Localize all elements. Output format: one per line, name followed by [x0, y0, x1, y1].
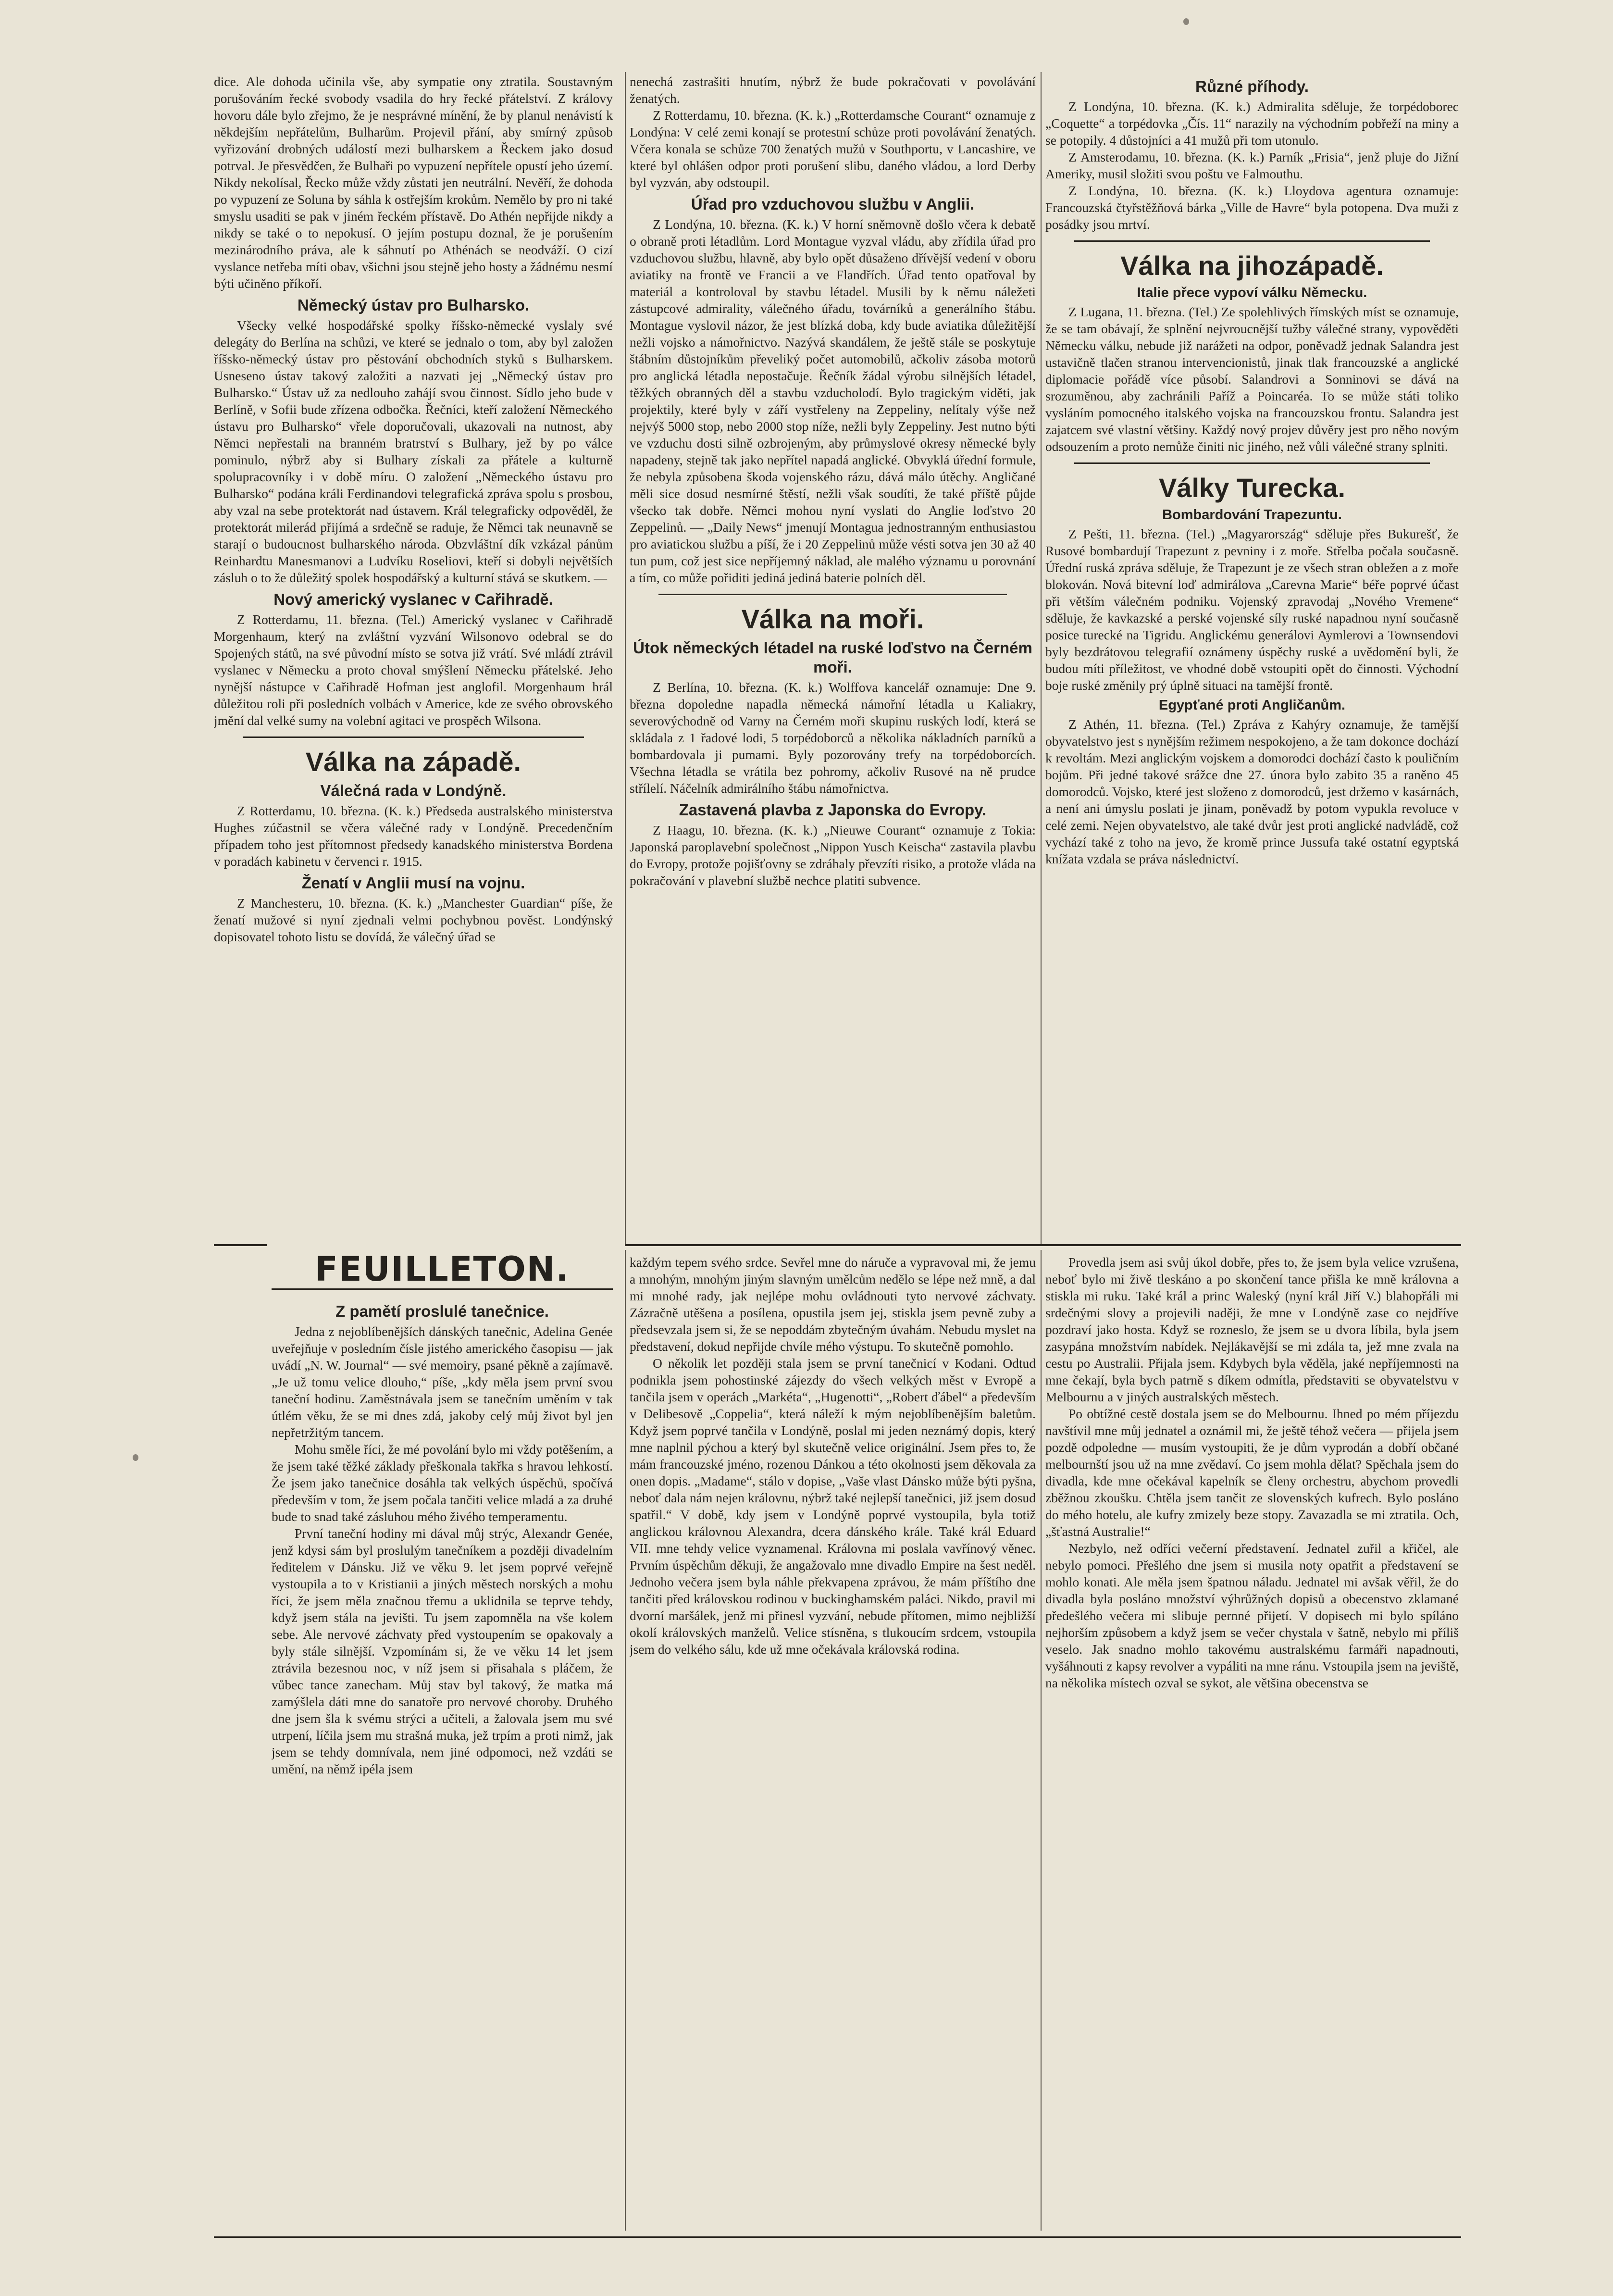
section-divider	[1074, 240, 1430, 242]
page-hole-left	[133, 1454, 138, 1461]
headline-italy: Italie přece vypoví válku Německu.	[1137, 285, 1367, 300]
article-text: Z Lugana, 11. března. (Tel.) Ze spolehlivých římských míst se oznamuje, že se tam obávají, že splnění nejvroucnější tužby válečné strany, vypověděti Německu válku, nebude již narážeti na odpor, poněvadž jednak Salandra jest ustavičně tlačen stranou intervencionistů, jinak tlak francouzské a anglické diplomacie pořádě více působí. Salandrovi a Sonninovi se dává na srozuměnou, aby zachránili Paříž a Poincaréa. To se může státi toliko vysláním pomocného italského vojska na francouzskou frontu. Salandra jest zajatcem své vlastní většiny. Každý nový projev důvěry jest pro něho novým odsouzením a proto nemůže činiti nic jiného, než vůli válečné strany splniti.	[1045, 304, 1459, 454]
article-text: Z Londýna, 10. března. (K. k.) Lloydova agentura oznamuje: Francouzská čtyřstěžňová bárka „Ville de Havre“ byla potopena. Dva muži z posádky jsou mrtví.	[1045, 183, 1459, 232]
headline-german-institute: Německý ústav pro Bulharsko.	[297, 296, 530, 314]
headline-war-council: Válečná rada v Londýně.	[320, 782, 507, 799]
section-divider	[658, 594, 1007, 595]
article-text: Z Amsterodamu, 10. března. (K. k.) Parník „Frisia“, jenž pluje do Jižní Ameriky, musil složiti svou poštu ve Falmouthu.	[1045, 150, 1459, 181]
headline-japan-shipping: Zastavená plavba z Japonska do Evropy.	[679, 801, 987, 819]
section-divider	[243, 736, 584, 738]
article-text: dice. Ale dohoda učinila vše, aby sympatie ony ztratila. Soustavným porušováním řecké svobody vsadila do hry řecké přátelství. Z královy hovoru dále bylo zřejmo, že je nesprávné mínění, že by planul nenávistí k někdejším nepřátelům, Bulharům. Projevil přání, aby smírný způsob vyřizování drobných událostí mezi bulharskem a Řeckem jako dosud potrval. Je přesvědčen, že Bulhaři po vypuzení nepřítele opustí jeho území. Nikdy nekolísal, Řecko může vždy zůstati jen neutrální. Nevěří, že dohoda po vypuzení ze Soluna by sáhla k ostřejším krokům. Nemělo by pro ni také smyslu usaditi se pak v jiném řeckém přístavě. Do Athén nepřijde nikdy a nikdy se také o to nepokusí. O jejím postupu doznal, že je porušením mezinárodního práva, ale k sáhnutí po Athénách se neodváží. O cizí vyslance netřeba míti obav, všichni jsou stejně jeho hosty a žádnému nesmí býti učiněno příkoří.	[214, 74, 613, 291]
article-text: Všecky velké hospodářské spolky říšsko-německé vyslaly své delegáty do Berlína na schůzi, ve které se jednalo o tom, aby byl založen říšsko-německý ústav pro pěstování obchodních styků s Bulharskem. Usneseno ústav takový založiti a nazvati jej „Německý ústav pro Bulharsko.“ Ústav už za nedlouho zahájí svou činnost. Sídlo jeho bude v Berlíně, v Sofii bude zřízena odbočka. Řečníci, kteří založení Německého ústavu pro Bulharsko“ vřele doporučovali, ukazovali na nutnost, aby Němci nepřestali na branném bratrství s Bulhary, jež by po válce pominulo, nýbrž aby si Bulhary získali za přátele a kulturně spolupracovníky i v době míru. O založení „Německého ústavu pro Bulharsko“ podána králi Ferdinandovi telegrafická zpráva spolu s prosbou, aby vzal na sebe protektorát nad ústavem. Král telegraficky odpověděl, že protektorát milerád přijímá a srdečně se raduje, že Němci tak neunavně se starají o budoucnost bulharského národa. Obzvláštní dík vzkázal pánům Reinhardtu Manesmanovi a Ludvíku Roseliovi, kteří si dobyli největších zásluh o to že důležitý spolek hospodářský a kulturní stává se skutkem. —	[214, 318, 613, 585]
article-text: Z Berlína, 10. března. (K. k.) Wolffova kancelář oznamuje: Dne 9. března dopoledne napadla německá námořní létadla u Kaliakry, severovýchodně od Varny na Černém moři skupinu ruských lodí, která se skládala z 1 řadové lodi, 5 torpédoborců a několika nákladních parníků a bombardovala ji pumami. Byly pozorovány trefy na torpédoborcích. Všechna létadla se vrátila bez pohromy, ačkoliv Rusové na ně prudce střílelí. Náčelník admirálního štábu námořnictva.	[630, 680, 1036, 796]
article-text: Z Rotterdamu, 10. března. (K. k.) Předseda australského ministerstva Hughes zúčastnil se včera válečné rady v Londýně. Precedenčním případem toho jest přítomnost předsedy kanadského ministerstva Bordena v poradách kabinetu v červenci r. 1915.	[214, 803, 613, 869]
article-text: Provedla jsem asi svůj úkol dobře, přes to, že jsem byla velice vzrušena, neboť bylo mi živě tleskáno a po skončení tance přišla ke mně královna a stiskla mi ruku. Také král a princ Waleský (nyní král Jiří V.) blahopřáli mi srdečnými slovy a projevili naději, že mne v Londýně zase co nejdříve pozdraví jako hosta. Když se rozneslo, že jsem se u dvora líbila, byla jsem zasypána množstvím nabídek. Nejlákavější se mi zdála ta, jež mne zvala na cestu po Australii. Přijala jsem. Kdybych byla věděla, jaké nepříjemnosti na mne čekají, byla bych patrně s díkem odmítla, představiti se obyvatelstvu v Melbournu a v jiných australských městech.	[1045, 1255, 1459, 1404]
article-text: O několik let později stala jsem se první tanečnicí v Kodani. Odtud podnikla jsem pohostinské zájezdy do všech velkých měst v Evropě a tančila jsem v operách „Markéta“, „Hugenotti“, „Robert ďábel“ a především v Delibesově „Coppelia“, která náleží k mým nejoblíbenějším baletům. Když jsem poprvé tančila v Londýně, poslal mi jeden neznámý dopis, který mne naplnil pýchou a který byl skutečně velice originální. Jsem přes to, že mám francouzské jméno, rozenou Dánkou a této okolnosti jsem děkovala za onen dopis. „Madame“, stálo v dopise, „Vaše vlast Dánsko může býti pyšna, neboť dala nám nejen královnu, nýbrž také nejlepší tanečnici, již jsem dosud spatřil.“ V době, kdy jsem v Londýně poprvé vystoupila, byla totiž anglickou královnou Alexandra, dcera dánského krále. Také král Eduard VII. mne tehdy velice vyznamenal. Královna mi poslala vavřínový věnec. Prvním úspěchům děkuji, že angažovalo mne divadlo Empire na šest neděl. Jednoho večera jsem byla náhle překvapena zprávou, že mám příštího dne tančiti před královskou rodinou v buckinghamském paláci. Nikdo, pravil mi dvorní maršálek, jenž mi přinesl vyzvání, nebude přítomen, mimo nejbližší okolí královských manželů. Velice stísněna, s tlukoucím srdcem, vstoupila jsem do velkého sálu, kde už mne očekávala královská rodina.	[630, 1356, 1036, 1657]
feuilleton-heading: FEUILLETON.	[272, 1250, 613, 1290]
section-divider	[1074, 462, 1430, 464]
headline-married-men: Ženatí v Anglii musí na vojnu.	[301, 874, 525, 892]
column-divider	[625, 72, 626, 1245]
article-text: Z Rotterdamu, 10. března. (K. k.) „Rotterdamsche Courant“ oznamuje z Londýna: V celé zemi konají se protestní schůze proti povolávání ženatých. Včera konala se schůze 700 ženatých mužů v Southportu, v Lancashire, ve které byl ohlášen odpor proti porušení slibu, daného vládou, a lord Derby byl vyzván, aby odstoupil.	[630, 108, 1036, 190]
column-divider	[1041, 72, 1042, 1245]
section-heading-sea: Válka na moři.	[741, 604, 924, 634]
headline-trapezunt: Bombardování Trapezuntu.	[1162, 507, 1342, 523]
feuilleton-rule	[625, 1244, 1461, 1246]
article-text: Mohu směle říci, že mé povolání bylo mi vždy potěšením, a že jsem také těžké základy přeškonala takřka s hravou lehkostí. Že jsem jako tanečnice dosáhla tak velkých úspěchů, spočívá především v tom, že jsem počala tančiti velice mladá a za druhé bude to snad také zásluhou mého živého temperamentu.	[272, 1442, 613, 1524]
feuilleton-rule	[214, 1244, 267, 1246]
feuilleton-column-1	[272, 1298, 613, 2235]
article-text: První taneční hodiny mi dával můj strýc, Alexandr Genée, jenž kdysi sám byl proslulým tanečníkem a později divadelním ředitelem v Dánsku. Již ve věku 9. let jsem poprvé veřejně vystoupila a to v Kristianii a jiných městech norských a mohu říci, že jsem měla značnou třemu a uklidnila se teprve tehdy, když jsem stála na jevišti. Tu jsem zapomněla na vše kolem sebe. Ale nervové záchvaty před vystoupením se opakovaly a byly stále silnější. Vzpomínám si, že ve věku 14 let jsem ztrávila bezesnou noc, v níž jsem si přisahala s pláčem, že vůbec tance zanecham. Můj stav byl takový, že matka má zamýšlela dáti mne do sanatoře pro nervové choroby. Druhého dne jsem šla k svému strýci a učiteli, a žalovala jsem mu své utrpení, líčila jsem mu strašná muka, jež trpím a proti nimž, jak jsem se tehdy domnívala, nem jiné odpomoci, než vzdáti se umění, na němž ipéla jsem	[272, 1526, 613, 1776]
section-heading-turkey: Války Turecka.	[1158, 473, 1346, 503]
article-text: Z Rotterdamu, 11. března. (Tel.) Americký vyslanec v Cařihradě Morgenhaum, který na zvláštní vyzvání Wilsonovo odebral se do Spojených států, na své původní místo se sotva již vrátí. Své mládí ztrávil vyslanec v Německu a proto choval smýšlení Německu přátelské. Jeho nynější nástupce v Cařihradě Hofman jest anglofil. Morgenhaum hrál důležitou roli při posledních volbách v Americe, kde ze svého obrovského jmění dal velké sumy na volební agitaci ve prospěch Wilsona.	[214, 612, 613, 728]
headline-egyptians: Egypťané proti Angličanům.	[1158, 698, 1346, 713]
article-text: Z Pešti, 11. března. (Tel.) „Magyarország“ sděluje přes Bukurešť, že Rusové bombardují Trapezunt z pevniny i z moře. Střelba počala současně. Úřední ruská zpráva sděluje, že Trapezunt je ze všech stran obležen a z moře blokován. Nová bitevní loď admirálova „Carevna Marie“ béře poprvé účast při větším válečném podniku. Vojenský zpravodaj „Nového Vremene“ sděluje, že kavkazské a perské vojenské síly ruské napadnou nyní současně posice turecké na Tigridu. Anglickému generálovi Aymlerovi a Townsendovi byly bezdrátovou telegrafií oznámeny úspěchy ruské a uvědomění byli, že budou míti příležitost, ve vhodné době vstoupiti opět do činnosti. Východní boje ruské změnily prý úplně situaci na tamější frontě.	[1045, 526, 1459, 693]
headline-air-attack: Útok německých létadel na ruské loďstvo na Černém moři.	[633, 639, 1032, 676]
article-text: nenechá zastrašiti hnutím, nýbrž že bude pokračovati v povolávání ženatých.	[630, 74, 1036, 106]
column-divider	[625, 1250, 626, 2231]
headline-various-incidents: Různé příhody.	[1195, 77, 1309, 95]
column-2	[630, 73, 1036, 1239]
article-text: Jedna z nejoblíbenějších dánských tanečnic, Adelina Genée uveřejňuje v posledním čísle jistého amerického časopisu — jak uvádí „N. W. Journal“ — své memoiry, psané pěkně a zajímavě. „Je už tomu velice dlouho,“ píše, „kdy měla jsem první svou taneční hodinu. Zaměstnávala jsem se tanečním uměním v tak útlém věku, že se mi dnes zdá, jakoby celý můj život byl jen nepřetržitým tancem.	[272, 1324, 613, 1440]
column-divider	[1041, 1250, 1042, 2231]
article-text: Z Londýna, 10. března. (K. k.) Admiralita sděluje, že torpédoborec „Coquette“ a torpédovka „Čís. 11“ narazily na východním pobřeží na miny a se potopily. 4 důstojníci a 41 mužů při tom utonulo.	[1045, 99, 1459, 148]
headline-new-ambassador: Nový americký vyslanec v Cařihradě.	[273, 590, 553, 608]
article-text: Z Londýna, 10. března. (K. k.) V horní sněmovně došlo včera k debatě o obraně proti létadlům. Lord Montague vyzval vládu, aby zřídila úřad pro vzduchovou službu, hlavně, aby bylo opět důsaženo dřívější vedení v oboru aviatiky na frontě ve Francii a ve Flandřích. Úřad tento opatřoval by materiál a kontroloval by stavbu létadel. Musili by k němu náležeti zástupcové admirality, válečného úřadu, továrníků a generálního štábu. Montague vyslovil názor, že jest blízká doba, kdy bude aviatika důležitější nežli vojsko a námořnictvo. Nazývá skandálem, že ještě stále se poskytuje štábním důstojníkům převeliký počet automobilů, ačkoliv zásoba motorů pro anglická létadla nepostačuje. Řečník žádal výrobu silnějších létadel, těžkých obranných děl a stavbu vzducholodí. Bylo tragickým viděti, jak projektily, které byly v září vystřeleny na Zeppeliny, nelítaly výše než nejvýš 5000 stop, nebo 2000 stop níže, nežli byly Zeppeliny. Jest nutno býti ve vzduchu dosti silně ozbrojeným, aby průmyslové okresy německé byly napadeny, stejně tak jako nepřítel napadá anglické. Obvyklá úřední formule, že nebyla způsobena škoda vojenského rázu, dává málo útěchy. Angličané měli sice dosud nesmírné štěstí, nežli však soudíti, že také příště půjde všecko tak dobře. Němci mohou nyní vyslati do Anglie loďstvo 20 Zeppelinů. — „Daily News“ jmenují Montagua jednostranným enthusiastou pro aviatickou službu a píší, že i 20 Zeppelinů může vésti sotva jen 30 až 40 tun pum, což jest sice nepříjemný náklad, ale malého významu u porovnání a tím, co může pořiditi jediná jediná baterie polních děl.	[630, 217, 1036, 585]
column-3	[1045, 73, 1459, 1239]
feuilleton-subtitle: Z pamětí proslulé tanečnice.	[335, 1302, 549, 1320]
article-text: Nezbylo, než odříci večerní představení. Jednatel zuřil a křičel, ale nebylo pomoci. Přešlého dne jsem si musila noty opatřit a představení se mohlo konati. Ale měla jsem špatnou náladu. Jednatel mi avšak věřil, že do divadla byla posláno množství výhrůžných dopisů a obecenstvo zklamané předešlého večera mi slibuje pernné přijetí. V dopisech mi bylo spíláno nejhorším způsobem a když jsem se večer chystala v šatně, nebylo mi příliš veselo. Jak snadno mohlo takovému australskému farmáři napadnouti, vyšáhnouti z kapsy revolver a vypáliti na mne ránu. Vstoupila jsem na jeviště, na několika místech ozval se sykot, ale většina obecenstva se	[1045, 1541, 1459, 1690]
article-text: Z Manchesteru, 10. března. (K. k.) „Manchester Guardian“ píše, že ženatí mužové si nyní zjednali velmi pochybnou pověst. Londýnský dopisovatel tohoto listu se dovídá, že válečný úřad se	[214, 896, 613, 944]
section-heading-west: Válka na západě.	[305, 747, 521, 777]
feuilleton-column-2	[630, 1254, 1036, 2234]
headline-air-service: Úřad pro vzduchovou službu v Anglii.	[691, 195, 975, 213]
column-1	[214, 73, 613, 1239]
bottom-rule	[214, 2236, 1461, 2238]
page-hole-top	[1183, 18, 1189, 25]
feuilleton-column-3	[1045, 1254, 1459, 2234]
section-heading-southwest: Válka na jihozápadě.	[1120, 250, 1384, 281]
article-text: Z Haagu, 10. března. (K. k.) „Nieuwe Courant“ oznamuje z Tokia: Japonská paroplavební společnost „Nippon Yusch Keischa“ zastavila plavbu do Evropy, protože pojišťovny se zdráhaly převzíti risiko, a protože vláda na pokračování v plavební službě nechce platiti subvence.	[630, 823, 1036, 888]
article-text: Z Athén, 11. března. (Tel.) Zpráva z Kahýry oznamuje, že tamější obyvatelstvo jest s nynějším režimem nespokojeno, a že tam dokonce dochází k revoltám. Mezi anglickým vojskem a domorodci dochází často k pouličním bojům. Při jedné takové srážce dne 27. února bylo zabito 35 a raněno 45 domorodců. Vojsko, které jest složeno z domorodců, jest držemo v kasárnách, a není ani úmyslu poslati je jinam, poněvadž by potom vypukla revoluce v celé zemi. Nejen obyvatelstvo, ale také dvůr jest proti anglické nadvládě, což vychází také z toho na jevo, že kromě prince Jussufa také ostatní egyptská knížata vzdala se práva následnictví.	[1045, 717, 1459, 866]
article-text: Po obtížné cestě dostala jsem se do Melbournu. Ihned po mém příjezdu navštívil mne můj jednatel a oznámil mi, že ještě téhož večera — přijela jsem pozdě odpoledne — musím vystoupiti, že je dům vyprodán a dobří občané melbournští jsou už na mne zvědaví. Co jsem mohla dělat? Spěchala jsem do divadla, kde mne očekával kapelník se členy orchestru, abychom provedli zběžnou zkoušku. Chtěla jsem tančit ze slovenských kufrech. Bylo posláno do mého hotelu, ale kufry zmizely beze stopy. Zavazadla se mi ztratila. Och, „šťastná Australie!“	[1045, 1406, 1459, 1539]
article-text: každým tepem svého srdce. Sevřel mne do náruče a vypravoval mi, že jemu a mnohým, mnohým jiným slavným umělcům nedělo se lépe než mně, a dal mi mnohé rady, jak nejlépe mohu ovládnouti tyto nervové záchvaty. Zázračně utěšena a posílena, opustila jsem jej, stiskla jsem pevně zuby a předsevzala jsem si, že se nepoddám zbytečným úvahám. Nebudu myslet na představení, dokud nepřijde chvíle mého výstupu. To skutečně pomohlo.	[630, 1255, 1036, 1354]
